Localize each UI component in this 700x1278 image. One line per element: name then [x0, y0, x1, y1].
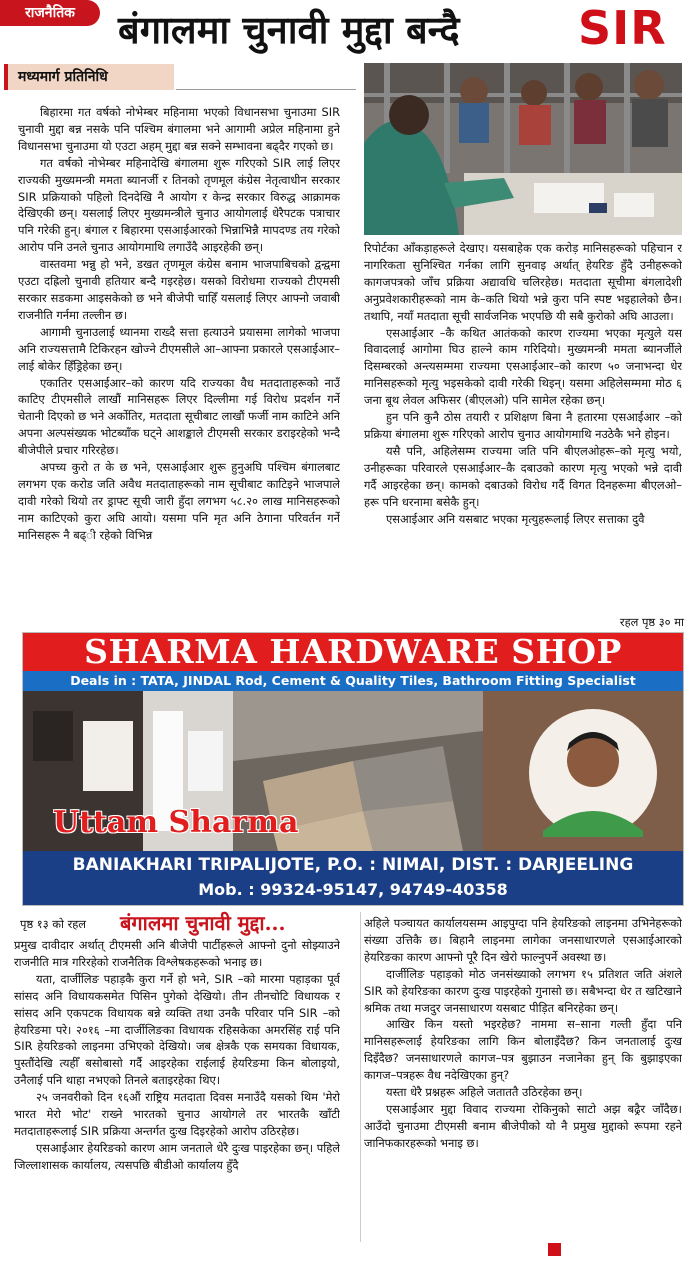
- section-tag: राजनैतिक: [0, 0, 100, 26]
- paragraph: एसआईआर मुद्दा विवाद राज्यमा रोकिनुको साटो अझ बढ्रैर जाँदैछ। आउँदो चुनाउमा टीएमसी बनाम बीजेपीको यो नै प्रमुख मुद्दाको रूपमा रहने जानिफकारहरूको भनाइ छ।: [364, 1101, 682, 1150]
- ad-owner-name: Uttam Sharma: [53, 805, 299, 840]
- paragraph: एसआईआर अनि यसबाट भएका मृत्युहरूलाई लिएर सत्ताका दुवै: [386, 511, 645, 526]
- ad-mobile: Mob. : 99324-95147, 94749-40358: [198, 880, 508, 899]
- continued-note: रहल पृष्ठ ३० मा: [619, 615, 684, 629]
- end-of-article-mark: [548, 1243, 561, 1256]
- paragraph: एसआईआर –कै कथित आतंकको कारण राज्यमा भएका मृत्युले यस विवादलाई आगोमा घिउ हाल्ने काम गरिदियो। मुख्यमन्त्री ममता ब्यानर्जीले दिसम्बरको अन्त्यसम्ममा राज्यमा एसआईआर–को कारण ५० जनाभन्दा धेर मानिसहरूको मृत्यु भइसकेको दावी गरेकी थिइन्। यसमा अहिलेसम्ममा मोठ ६ जना बूथ लेवल अफिसर (बीएलओ) पनि सामेल रहेका छन्।: [364, 325, 682, 408]
- paragraph: रिपोर्टका आँकड़ाहरूले देखाए। यसबाहेक एक करोड़ मानिसहरूको पहिचान र नागरिकता सुनिश्चित गर्नका लागि सुनवाइ अर्थात् हेयरिङ हुँदै उनीहरूको कागजपत्रको जाँच प्रक्रिया अद्यावधि चलिरहेछ। मतदाता सूचीमा बंगलादेशी अनुप्रवेशकारीहरूको नाम के–कति थियो भन्ने कुरा पनि स्पष्ट भइहालेको छैन। तथापि, नयाँ मतदाता सूची सार्वजनिक भएपछि यी सबै कुरोको अघि आउला।: [364, 241, 682, 323]
- news-photo: [364, 63, 682, 235]
- paragraph: यता, दार्जीलिङ पहाड़कै कुरा गर्ने हो भने, SIR –को मारमा पहाड़का पूर्व सांसद अनि विधायकसमेत पिसिन पुगेको देखियो। तीन तीनचोटि विधायक र सांसद अनि एकपटक विधायक बन्ने व्यक्ति तथा उनकै परिवार पनि SIR –को हेयरिङमा परे। २०१६ –मा दार्जीलिङका विधायक रहिसकेका अमरसिंह राई पनि SIR हेयरिङको लाइनमा उभिएको देखियो। जब क्षेत्रकै एक समयका विधायक, पुस्तौंदेखि त्यहीँ बसोबासो गर्दै आइरहेका राईलाई हेयरिङमा किन बोलाइयो, उनैलाई पनि थाहा नभएको तिनले बताइरहेका थिए।: [14, 971, 340, 1088]
- queue-photo-illustration: [364, 63, 682, 235]
- paragraph: यसै पनि, अहिलेसम्म राज्यमा जति पनि बीएलओहरू–को मृत्यु भयो, उनीहरूका परिवारले एसआईआर–कै दबाउको कारण मृत्यु भएको भन्ने दावी गर्दै आइरहेका छन्। कामको दबाउको विरोध गर्दै विगत दिनहरूमा बीएलओ–हरू पनि धरनामा बसेकै हुन्।: [364, 443, 682, 509]
- paragraph: वास्तवमा भन्नु हो भने, डखत तृणमूल कंग्रेस बनाम भाजपाबिचको द्वन्द्वमा एउटा दह्रिलो चुनावी हतियार बन्दै गइरहेछ। यसको विरोधमा राज्यको टीएमसी सरकार सडकमा आइसकेको छ भने बीजेपी चाहिँ यसलाई लिएर आफ्नो जवाबी राजनीति गर्नमा तल्लीन छ।: [18, 257, 340, 322]
- paragraph: बिहारमा गत वर्षको नोभेम्बर महिनामा भएको विधानसभा चुनाउमा SIR चुनावी मुद्दा बन्न नसके पनि पश्चिम बंगालमा भने आगामी अप्रेल महिनामा हुने विधानसभा चुनाउमा यो एउटा अहम् मुद्दा बन्न सक्ने सम्भावना बढ्दैर गएको छ।: [18, 105, 340, 153]
- paragraph: हुन पनि कुनै ठोस तयारी र प्रशिक्षण बिना नै हतारमा एसआईआर –को प्रक्रिया बंगालमा शुरू गरिएको आरोप चुनाउ आयोगमाथि नउठेकै भने होइन।: [364, 410, 682, 441]
- ad-title: SHARMA HARDWARE SHOP: [23, 633, 683, 671]
- ad-contact: [23, 851, 683, 905]
- paragraph: यस्ता धेरै प्रश्नहरू अहिले जताततै उठिरहेका छन्।: [386, 1085, 583, 1100]
- paragraph: आगामी चुनाउलाई ध्यानमा राख्दै सत्ता हत्याउने प्रयासमा लागेको भाजपा अनि राज्यसत्तामै टिकिरहन खोज्ने टीएमसीले आ–आफ्ना प्रकारले एसआईआर–लाई बोकेर हिँड्रिहेका छन्।: [18, 324, 340, 373]
- paragraph: दार्जीलिङ पहाड़को मोठ जनसंख्याको लगभग १५ प्रतिशत जति अंशले SIR को हेयरिङका कारण दुःख पाइरहेको गुनासो छ। सबैभन्दा धेर त खटिखाने श्रमिक तथा मजदुर जनसाधारण यसबाट पीड़ित बनिरहेका छन्।: [364, 966, 682, 1015]
- page-headline: बंगालमा चुनावी मुद्दा बन्दै: [118, 7, 460, 52]
- paragraph: एसआईआर हेयरिङको कारण आम जनताले धेरै दुःख पाइरहेका छन्। पहिले जिल्लाशासक कार्यालय, त्यसपछि बीडीओ कार्यालय हुँदै: [14, 1140, 340, 1172]
- continuation-headline: बंगालमा चुनावी मुद्दा...: [120, 911, 286, 935]
- byline: मध्यमार्ग प्रतिनिधि: [4, 64, 174, 90]
- paragraph: एकातिर एसआईआर–को कारण यदि राज्यका वैध मतदाताहरूको नाउँ काटिए टीएमसीले लाखौं मानिसहरू लिएर दिल्लीमा गई विरोध प्रदर्शन गर्ने चेतानी दिएको छ भने अर्कोतिर, मतदाता सूचीबाट लाखौं फर्जी नाम काटिने अनि अपना अल्पसंख्यक भोटब्याँक घट्ने आशङ्काले टीएमसी सरकार डराइरहेको भन्दै बीजेपीले प्रचार गरिरहेछ।: [18, 375, 340, 458]
- ad-address: BANIAKHARI TRIPALIJOTE, P.O. : NIMAI, DIST. : DARJEELING: [72, 855, 634, 875]
- ad-deals: Deals in : TATA, JINDAL Rod, Cement & Quality Tiles, Bathroom Fitting Specialist: [23, 671, 683, 691]
- paragraph: आखिर किन यस्तो भइरहेछ? नाममा स–साना गल्ती हुँदा पनि मानिसहरूलाई हेयरिङका लागि किन बोलाइँदैछ? किन जनतालाई दुःख दिइँदैछ? जनसाधारणले कागज–पत्र बुझाउन नजानेका हुन् कि बुझाइएका कागज–पत्रहरू वैध नदेखिएका हुन्?: [364, 1017, 682, 1083]
- column-divider: [360, 912, 361, 1242]
- paragraph: अपच्य कुरो त के छ भने, एसआईआर शुरू हुनुअघि पश्चिम बंगालबाट लगभग एक करोड जति अवैध मतदाताहरूको नाम सूचीबाट काटिइने भाजपाले दावी गरेको थियो तर ड्राफ्ट सूची जारी हुँदा लगभग ५८.२० लाख मानिसहरूको नाम काटिएको कुरा अघि आयो। यसमा पनि मृत अनि ठेगाना परिवर्तन गर्ने मानिसहरू नै बढ्ी रहेको विभिन्न: [18, 460, 340, 542]
- paragraph: प्रमुख दावीदार अर्थात् टीएमसी अनि बीजेपी पार्टीहरूले आफ्नो दुनो सोझ्याउने राजनीति मात्र गरिरहेको राजनैतिक विश्लेषकहरूको भनाइ छ।: [14, 938, 340, 969]
- paragraph: अहिले पञ्चायत कार्यालयसम्म आइपुग्दा पनि हेयरिङको लाइनमा उभिनेहरूको संख्या उत्तिकै छ। बिहानै लाइनमा लागेका जनसाधारणले एसआईआरको हेयरिङका कारण आफ्नो पूरै दिन खेरो फाल्नुपर्ने अवस्था छ।: [364, 916, 682, 964]
- paragraph: गत वर्षको नोभेम्बर महिनादेखि बंगालमा शुरू गरिएको SIR लाई लिएर राज्यकी मुख्यमन्त्री ममता ब्यानर्जी र तिनको तृणमूल कंग्रेस नेतृत्वाधीन सरकार SIR प्रक्रियाको पहिलो दिनदेखि नै आयोग र केन्द्र सरकार विरुद्ध आक्रामक देखिएकी छन्। यसलाई लिएर मुख्यमन्त्रीले चुनाउ आयोगलाई धेरैपटक पत्राचार पनि गरेकी हुन्। बंगाल र बिहारमा एसआईआरको भिन्नाभिन्नै मापदण्ड तय गरेको आरोप पनि उनले चुनाउ आयोगमाथि लगाउँदै आइरहेकी छन्।: [18, 155, 340, 255]
- paragraph: २५ जनवरीको दिन १६औं राष्ट्रिय मतदाता दिवस मनाउँदै यसको थिम 'मेरो भारत मेरो भोट' राख्ने भारतको चुनाउ आयोगले तर भारतकै खाँटी मतदाताहरूलाई SIR प्रक्रिया अन्तर्गत दुःख दिइरहेको आरोप उठिरहेछ।: [14, 1090, 340, 1138]
- continued-from: पृष्ठ १३ को रहल: [20, 917, 87, 931]
- continuation-right-column: [364, 915, 682, 1235]
- advertisement: [22, 632, 684, 906]
- headline-accent: SIR: [578, 1, 667, 55]
- byline-rule: [176, 89, 356, 90]
- article-right-column: [364, 240, 682, 612]
- continuation-left-column: [14, 937, 340, 1249]
- article-left-column: [18, 104, 340, 632]
